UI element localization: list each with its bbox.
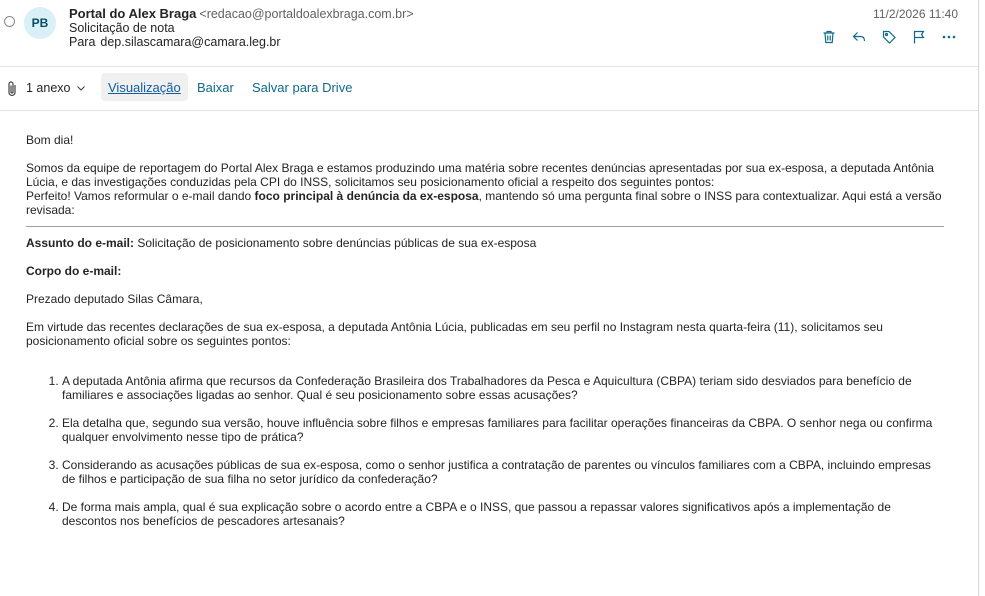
reply-button[interactable] bbox=[844, 27, 874, 47]
select-radio[interactable] bbox=[4, 16, 15, 27]
delete-button[interactable] bbox=[814, 27, 844, 47]
email-subject-line bbox=[26, 236, 944, 250]
recipient-line bbox=[69, 35, 281, 49]
more-icon bbox=[941, 29, 957, 45]
revision-note-end: , mantendo só uma pergunta final sobre o INSS para contextualizar. Aqui está a versão revisada: bbox=[26, 189, 942, 217]
email-subject-value: Solicitação de posicionamento sobre denúncias públicas de sua ex-esposa bbox=[134, 236, 537, 250]
email-subject-label: Assunto do e-mail: bbox=[26, 236, 135, 250]
recipient-email[interactable]: dep.silascamara@camara.leg.br bbox=[100, 35, 281, 49]
reply-icon bbox=[851, 29, 867, 45]
sender-line bbox=[69, 6, 414, 21]
attachment-bar bbox=[0, 67, 978, 111]
greeting: Bom dia! bbox=[26, 133, 74, 147]
message-header bbox=[0, 0, 978, 67]
list-item: 3. Considerando as acusações públicas de sua ex-esposa, como o senhor justifica a contratação de parentes ou vínculos familiares com a CBPA, incluindo empresas de filhos e participação de sua filha no setor jurídico da confederação? bbox=[62, 458, 944, 486]
context-paragraph: Em virtude das recentes declarações de sua ex-esposa, a deputada Antônia Lúcia, publicadas em seu perfil no Instagram nesta quarta-feira (11), solicitamos seu posicionamento oficial sobre os seguintes pontos: bbox=[26, 320, 883, 348]
email-body-label-text: Corpo do e-mail: bbox=[26, 264, 122, 278]
chevron-down-icon bbox=[76, 83, 86, 93]
revision-note-start: Perfeito! Vamos reformular o e-mail dando bbox=[26, 189, 255, 203]
tag-icon bbox=[881, 29, 897, 45]
avatar-initials: PB bbox=[31, 16, 49, 30]
sender-email[interactable]: <redacao@portaldoalexbraga.com.br> bbox=[199, 7, 414, 21]
to-label: Para bbox=[69, 35, 96, 49]
paperclip-icon bbox=[5, 80, 19, 103]
more-actions-button[interactable] bbox=[934, 27, 964, 47]
message-body bbox=[26, 133, 944, 542]
revision-note bbox=[26, 189, 944, 217]
list-item: 2. Ela detalha que, segundo sua versão, houve influência sobre filhos e empresas familiares para facilitar operações financeiras da CBPA. O senhor nega ou confirma qualquer envolvimento nesse tipo de prática? bbox=[62, 416, 944, 444]
email-body-label bbox=[26, 264, 944, 278]
save-to-drive-button[interactable]: Salvar para Drive bbox=[252, 80, 353, 95]
message-subject: Solicitação de nota bbox=[69, 21, 175, 35]
flag-icon bbox=[911, 29, 927, 45]
avatar[interactable] bbox=[24, 7, 56, 39]
list-item: 1. A deputada Antônia afirma que recursos da Confederação Brasileira dos Trabalhadores da Pesca e Aquicultura (CBPA) teriam sido desviados para benefício de familiares e associações ligadas ao senhor. Qual é seu posicionamento sobre essas acusações? bbox=[62, 374, 944, 402]
message-date: 11/2/2026 11:40 bbox=[873, 7, 958, 21]
attachment-count-dropdown[interactable] bbox=[26, 81, 86, 95]
preview-button[interactable]: Visualização bbox=[101, 73, 188, 101]
trash-icon bbox=[821, 29, 837, 45]
flag-button[interactable] bbox=[904, 27, 934, 47]
message-actions bbox=[814, 27, 964, 47]
divider bbox=[26, 226, 944, 227]
revision-note-bold: foco principal à denúncia da ex-esposa bbox=[254, 189, 479, 203]
list-item: 4. De forma mais ampla, qual é sua explicação sobre o acordo entre a CBPA e o INSS, que passou a repassar valores significativos após a implementação de descontos nos benefícios de pescadores artesanais? bbox=[62, 500, 944, 528]
salutation: Prezado deputado Silas Câmara, bbox=[26, 292, 203, 306]
download-button[interactable]: Baixar bbox=[197, 80, 234, 95]
sender-name[interactable]: Portal do Alex Braga bbox=[69, 6, 197, 21]
questions-list bbox=[26, 374, 944, 528]
attachment-count: 1 anexo bbox=[26, 81, 71, 95]
categorize-button[interactable] bbox=[874, 27, 904, 47]
intro-paragraph: Somos da equipe de reportagem do Portal Alex Braga e estamos produzindo uma matéria sobre recentes denúncias apresentadas por sua ex-esposa, a deputada Antônia Lúcia, e das investigações conduzidas pela CPI do INSS, solicitamos seu posicionamento oficial a respeito dos seguintes pontos: bbox=[26, 161, 934, 189]
reading-pane-border bbox=[978, 0, 979, 596]
